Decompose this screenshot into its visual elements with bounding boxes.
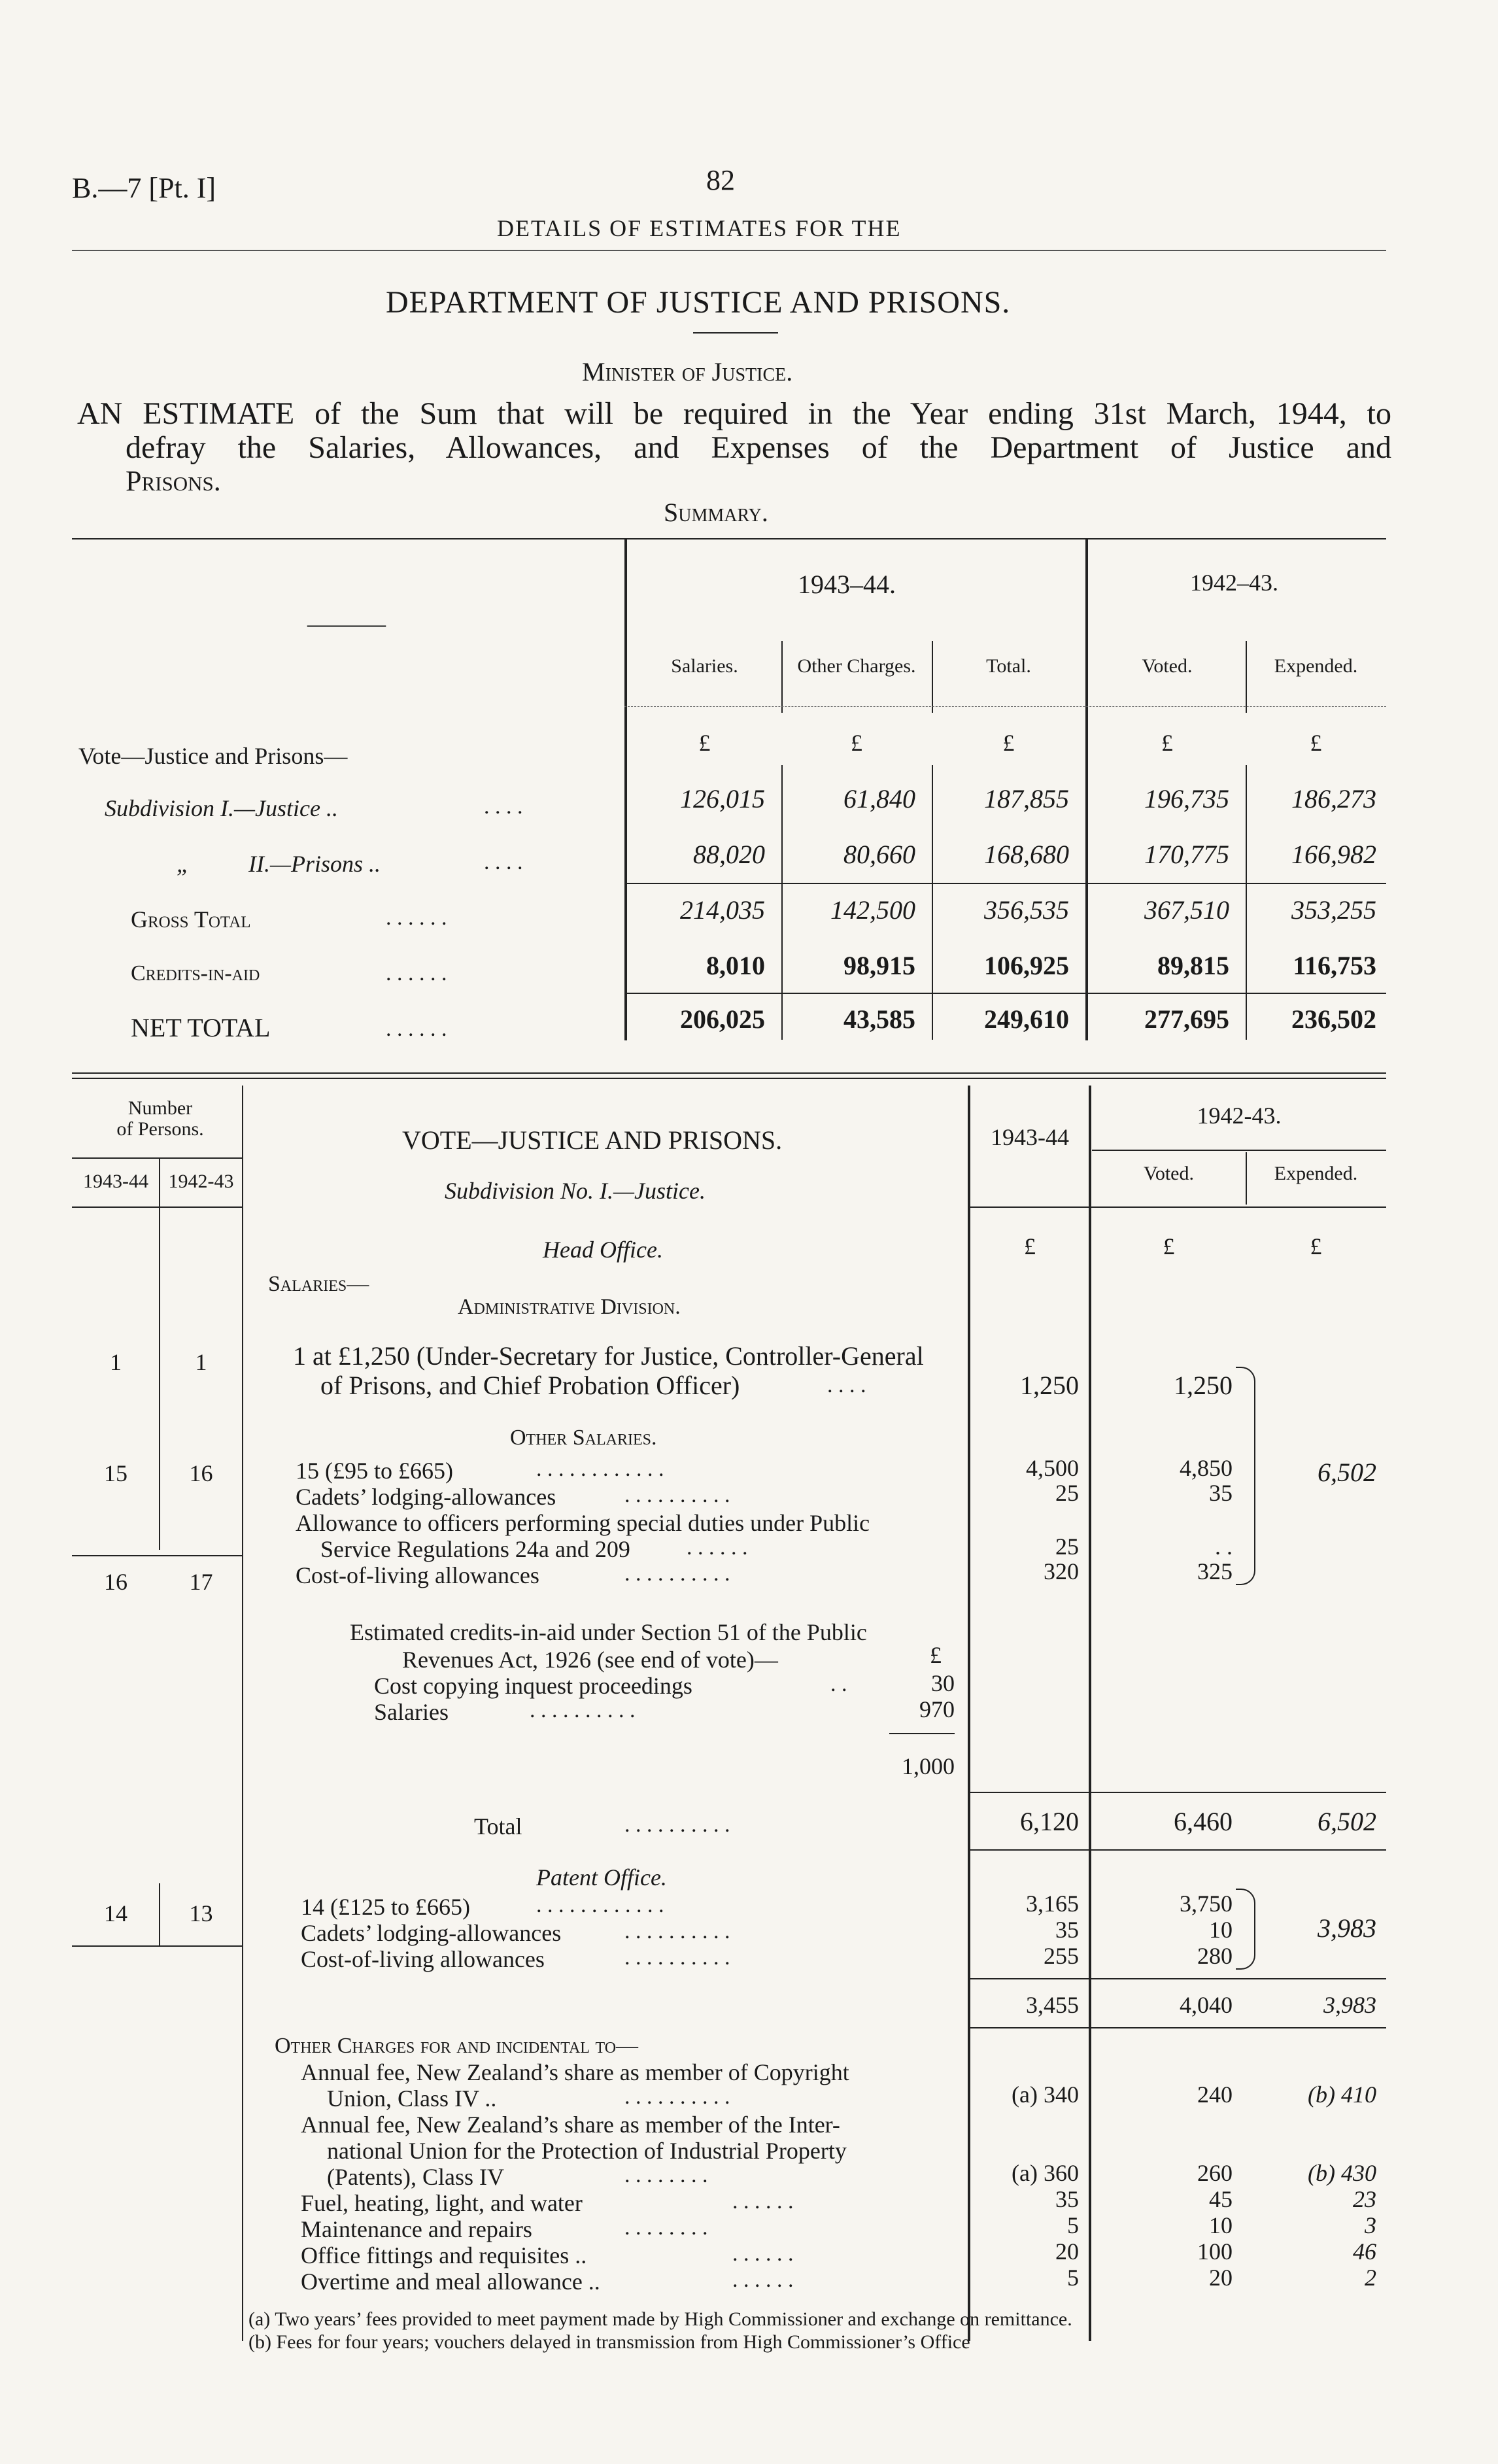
subdivision-title: Subdivision No. I.—Justice.: [445, 1178, 706, 1204]
summary-value: 236,502: [1291, 1004, 1376, 1034]
amount: 280: [1197, 1943, 1233, 1969]
amount: 35: [1055, 1917, 1079, 1943]
page-number: 82: [706, 164, 735, 196]
footnote-a: (a) Two years’ fees provided to meet payment made by High Commissioner and exchange on remittance.: [248, 2308, 1072, 2330]
currency: £: [1310, 1233, 1322, 1259]
amount: (a) 360: [1012, 2160, 1079, 2186]
page-reference: B.—7 [Pt. I]: [72, 172, 216, 204]
other-salaries-heading: Other Salaries.: [510, 1426, 657, 1450]
summary-col-rule: [781, 765, 783, 1040]
amount: 10: [1209, 2212, 1233, 2238]
credits-value: 30: [931, 1670, 955, 1696]
charge-line: Annual fee, New Zealand’s share as member of the Inter-: [301, 2112, 840, 2138]
summary-row-label: II.—Prisons ..: [248, 851, 381, 877]
persons-count: 15: [104, 1460, 128, 1486]
vote-rule: [72, 1555, 242, 1556]
summary-year-current: 1943–44.: [798, 570, 896, 599]
ho-total-label: Total: [474, 1813, 522, 1839]
salary-line: Allowance to officers performing special duties under Public: [296, 1510, 870, 1536]
amount: (b) 410: [1308, 2081, 1376, 2108]
summary-value: 166,982: [1291, 840, 1376, 869]
salary-line: Service Regulations 24a and 209: [320, 1536, 630, 1562]
summary-value: 8,010: [706, 951, 765, 980]
amount: 35: [1055, 2186, 1079, 2212]
leader-dots: . . . . . . . .: [624, 2163, 708, 2187]
summary-year-previous: 1942–43.: [1190, 570, 1278, 596]
salary-line: 15 (£95 to £665): [296, 1458, 453, 1484]
amount: 320: [1044, 1558, 1079, 1584]
amount: 100: [1197, 2238, 1233, 2265]
amount: 4,500: [1026, 1455, 1079, 1481]
total-amount: 3,983: [1323, 1992, 1376, 2018]
summary-col-rule: [932, 765, 933, 1040]
col-1942-43: 1942-43: [168, 1171, 234, 1192]
summary-title: Summary.: [664, 498, 768, 527]
salaries-label: Salaries—: [268, 1272, 369, 1296]
summary-value: 43,585: [843, 1004, 915, 1034]
summary-value: 126,015: [680, 784, 765, 813]
admin-division: Administrative Division.: [458, 1295, 681, 1319]
vote-divider: [1089, 1086, 1091, 2341]
amount: 35: [1209, 1480, 1233, 1506]
vote-title: VOTE—JUSTICE AND PRISONS.: [402, 1125, 783, 1155]
credits-total: 1,000: [902, 1753, 955, 1779]
charge-line: Office fittings and requisites ..: [301, 2242, 587, 2268]
currency: £: [698, 730, 711, 756]
amount: 20: [1209, 2265, 1233, 2291]
summary-divider: [624, 538, 627, 1040]
persons-total: 17: [189, 1569, 213, 1595]
title-rule: [693, 332, 778, 334]
summary-row-label: Subdivision I.—Justice ..: [105, 795, 338, 821]
amount: 3: [1365, 2212, 1376, 2238]
col-expended: Expended.: [1274, 655, 1358, 677]
summary-value: 206,025: [680, 1004, 765, 1034]
summary-value: 98,915: [843, 951, 915, 980]
leader-dots: . . . . . .: [386, 1017, 447, 1041]
credits-item: Cost copying inquest proceedings: [374, 1673, 692, 1699]
summary-value: 356,535: [984, 895, 1069, 925]
other-charges-heading: Other Charges for and incidental to—: [275, 2034, 639, 2058]
total-amount: 6,502: [1318, 1807, 1376, 1836]
vote-rule: [72, 1945, 242, 1947]
currency: £: [851, 730, 862, 756]
leader-dots: . . . . . . . . . .: [624, 2085, 730, 2109]
vote-rule: [968, 1978, 1386, 1979]
amount: 1,250: [1174, 1371, 1233, 1400]
number-of-persons-l1: Number: [128, 1097, 193, 1119]
head-office-heading: Head Office.: [543, 1237, 663, 1263]
charge-line: Fuel, heating, light, and water: [301, 2190, 583, 2216]
vote-col-rule: [159, 1883, 160, 1945]
summary-top-rule: [72, 538, 1386, 539]
leader-dots: . . . . . . . . . . . .: [536, 1893, 664, 1917]
bracket: [1236, 1367, 1255, 1585]
summary-col-rule: [1246, 765, 1247, 1040]
vote-rule: [968, 1849, 1386, 1851]
leader-dots: . . . . . .: [687, 1535, 748, 1560]
number-of-persons-l2: of Persons.: [116, 1118, 204, 1140]
estimate-line-2: defray the Salaries, Allowances, and Expenses of the Department of Justice and: [126, 430, 1391, 465]
summary-row-label: Gross Total: [131, 906, 251, 933]
summary-value: 277,695: [1144, 1004, 1229, 1034]
salary-line: Cadets’ lodging-allowances: [296, 1484, 556, 1510]
credits-item: Salaries: [374, 1699, 449, 1725]
leader-dots: . . . . . . . .: [624, 2216, 708, 2240]
persons-count: 16: [189, 1460, 213, 1486]
summary-value: 106,925: [984, 951, 1069, 980]
charge-line: Maintenance and repairs: [301, 2216, 532, 2242]
section-rule: [72, 1078, 1386, 1079]
amount: (a) 340: [1012, 2081, 1079, 2108]
salary-line: Cadets’ lodging-allowances: [301, 1920, 562, 1946]
vote-rule: [968, 2027, 1386, 2028]
leader-dots: . . . .: [827, 1373, 866, 1397]
summary-rule: [624, 883, 1386, 884]
salary-line: 14 (£125 to £665): [301, 1894, 470, 1920]
section-rule: [72, 1072, 1386, 1074]
leader-dots: . . . . . . . . . .: [624, 1813, 730, 1837]
amount: 10: [1209, 1917, 1233, 1943]
col-total: Total.: [986, 655, 1031, 677]
amount: 5: [1067, 2212, 1079, 2238]
admin-line-2: of Prisons, and Chief Probation Officer): [320, 1371, 740, 1400]
amount: 4,850: [1180, 1455, 1233, 1481]
leader-dots: . .: [830, 1672, 847, 1696]
summary-row-label: Credits-in-aid: [131, 961, 260, 985]
leader-dots: . . . . . . . . . . . .: [536, 1457, 664, 1481]
amount: 1,250: [1020, 1371, 1079, 1400]
footnote-b: (b) Fees for four years; vouchers delayed in transmission from High Commissioner’s Office: [248, 2331, 970, 2353]
summary-value: 214,035: [680, 895, 765, 925]
leader-dots: . . . . . . . . . .: [624, 1945, 730, 1970]
leader-dots: . . . . . . . . . .: [624, 1562, 730, 1586]
amount: 23: [1353, 2186, 1376, 2212]
vote-divider: [968, 1086, 970, 2341]
col-other-charges: Other Charges.: [797, 655, 916, 677]
estimate-line-3: Prisons.: [126, 465, 221, 497]
amount: 25: [1055, 1533, 1079, 1560]
department-title: DEPARTMENT OF JUSTICE AND PRISONS.: [386, 285, 1011, 320]
summary-value: 353,255: [1291, 895, 1376, 925]
total-amount: 3,455: [1026, 1992, 1079, 2018]
summary-value: 186,273: [1291, 784, 1376, 813]
charge-line: Overtime and meal allowance ..: [301, 2268, 600, 2295]
amount: 46: [1353, 2238, 1376, 2265]
col-voted: Voted.: [1144, 1163, 1194, 1184]
credits-line-2: Revenues Act, 1926 (see end of vote)—: [402, 1647, 778, 1673]
amount: 240: [1197, 2081, 1233, 2108]
col-expended: Expended.: [1274, 1163, 1358, 1184]
amount: 325: [1197, 1558, 1233, 1584]
currency: £: [930, 1642, 942, 1668]
amount: 3,165: [1026, 1891, 1079, 1917]
vote-rule: [1092, 1150, 1386, 1151]
col-previous: 1942-43.: [1197, 1103, 1282, 1129]
summary-value: 80,660: [843, 840, 915, 869]
vote-rule: [968, 1792, 1386, 1793]
leader-dots: . . . . . .: [732, 2189, 794, 2214]
col-1943-44: 1943-44: [83, 1171, 148, 1192]
amount: 20: [1055, 2238, 1079, 2265]
leader-dots: . . . . . .: [386, 961, 447, 985]
summary-value: 249,610: [984, 1004, 1069, 1034]
summary-rule: [624, 993, 1386, 994]
charge-line: Union, Class IV ..: [327, 2085, 497, 2112]
currency: £: [1161, 730, 1173, 756]
amount: 255: [1044, 1943, 1079, 1969]
leader-dots: . . . . . . . . . .: [624, 1483, 730, 1507]
summary-value: 367,510: [1144, 895, 1229, 925]
leader-dots: . . . . . .: [732, 2268, 794, 2292]
admin-line-1: 1 at £1,250 (Under-Secretary for Justice, Controller-General: [293, 1341, 924, 1371]
leader-dots: . . . . . . . . . .: [624, 1919, 730, 1943]
salary-line: Cost-of-living allowances: [301, 1946, 545, 1972]
bracket: [1236, 1889, 1255, 1970]
credits-rule: [889, 1733, 955, 1734]
vote-col-rule: [242, 1086, 243, 2341]
running-title: DETAILS OF ESTIMATES FOR THE: [497, 215, 902, 241]
currency: £: [1310, 730, 1322, 756]
credits-line-1: Estimated credits-in-aid under Section 51 of the Public: [350, 1619, 867, 1645]
summary-value: 168,680: [984, 840, 1069, 869]
charge-line: (Patents), Class IV: [327, 2164, 504, 2190]
summary-value: 196,735: [1144, 784, 1229, 813]
vote-rule: [72, 1157, 242, 1159]
summary-divider-prev: [1085, 538, 1088, 1040]
total-amount: 4,040: [1180, 1992, 1233, 2018]
leader-dots: . . . . . . . . . .: [530, 1698, 636, 1722]
amount: 5: [1067, 2265, 1079, 2291]
summary-value: 89,815: [1157, 951, 1229, 980]
patent-office-heading: Patent Office.: [536, 1864, 667, 1891]
summary-header-rule: [624, 706, 1386, 707]
ditto-mark: „: [177, 851, 190, 877]
col-salaries: Salaries.: [671, 655, 738, 677]
summary-value: 170,775: [1144, 840, 1229, 869]
amount-expended: 6,502: [1318, 1458, 1376, 1487]
amount: 25: [1055, 1480, 1079, 1506]
persons-count: 1: [110, 1349, 122, 1375]
total-amount: 6,460: [1174, 1807, 1233, 1836]
charge-line: Annual fee, New Zealand’s share as member of Copyright: [301, 2059, 849, 2085]
amount: 2: [1365, 2265, 1376, 2291]
leader-dots: . . . . . .: [732, 2242, 794, 2266]
salary-line: Cost-of-living allowances: [296, 1562, 539, 1588]
leader-dots: . . . .: [484, 795, 523, 819]
persons-total: 16: [104, 1569, 128, 1595]
vote-label: Vote—Justice and Prisons—: [78, 743, 348, 769]
summary-dash: ———: [307, 609, 386, 638]
summary-value: 61,840: [843, 784, 915, 813]
summary-value: 142,500: [830, 895, 915, 925]
amount-expended: 3,983: [1318, 1913, 1376, 1943]
header-rule: [72, 250, 1386, 251]
amount: 3,750: [1180, 1891, 1233, 1917]
persons-count: 1: [195, 1349, 207, 1375]
vote-rule: [968, 1206, 1386, 1208]
amount: (b) 430: [1308, 2160, 1376, 2186]
amount: 45: [1209, 2186, 1233, 2212]
estimate-line-1: AN ESTIMATE of the Sum that will be required in the Year ending 31st March, 1944, to: [77, 396, 1391, 431]
amount: . .: [1215, 1533, 1233, 1560]
vote-rule: [72, 1206, 242, 1208]
summary-value: 88,020: [693, 840, 765, 869]
summary-value: 187,855: [984, 784, 1069, 813]
summary-row-label: NET TOTAL: [131, 1013, 271, 1042]
leader-dots: . . . .: [484, 850, 523, 874]
minister-heading: Minister of Justice.: [582, 357, 793, 386]
total-amount: 6,120: [1020, 1807, 1079, 1836]
persons-count: 14: [104, 1900, 128, 1926]
charge-line: national Union for the Protection of Industrial Property: [327, 2138, 847, 2164]
currency: £: [1002, 730, 1015, 756]
currency: £: [1024, 1233, 1036, 1259]
summary-value: 116,753: [1293, 951, 1376, 980]
persons-count: 13: [189, 1900, 213, 1926]
col-current: 1943-44: [991, 1124, 1069, 1150]
amount: 260: [1197, 2160, 1233, 2186]
currency: £: [1163, 1233, 1175, 1259]
col-voted: Voted.: [1142, 655, 1193, 677]
leader-dots: . . . . . .: [386, 906, 447, 930]
credits-value: 970: [919, 1696, 955, 1722]
